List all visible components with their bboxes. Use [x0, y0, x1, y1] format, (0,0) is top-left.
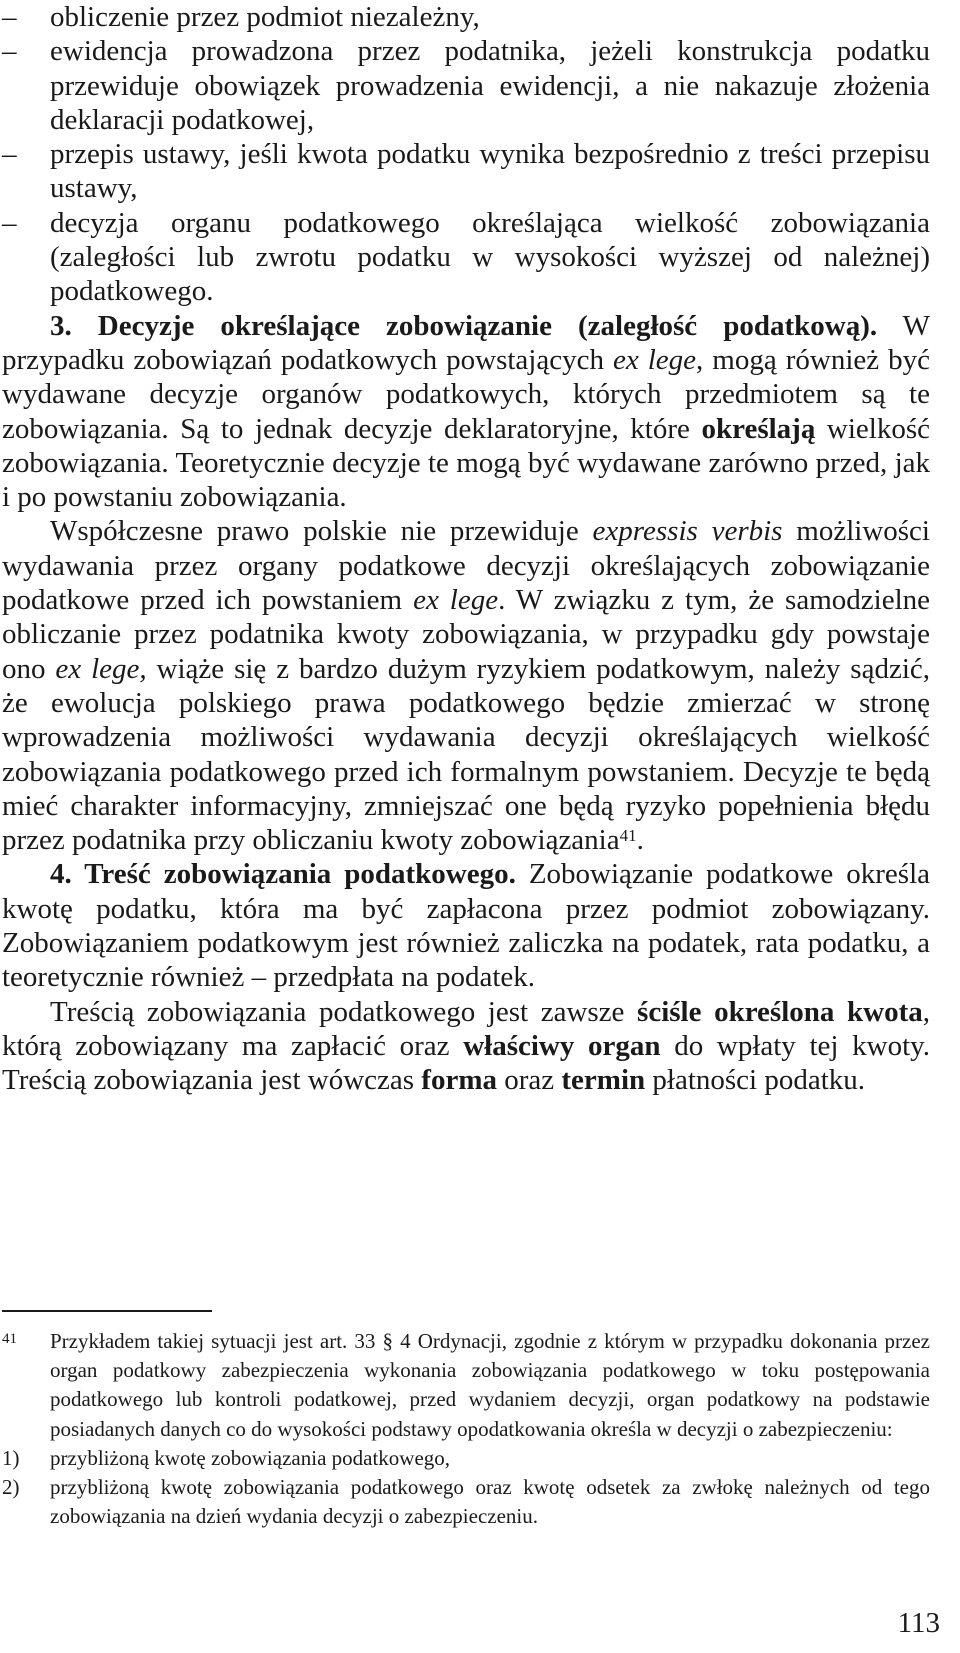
footnote-list-text: przybliżoną kwotę zobowiązania podatkowego, — [50, 1445, 451, 1470]
footnote-list-item — [2, 1473, 930, 1531]
main-text — [2, 0, 930, 1098]
footnote-list-number: 1) — [2, 1445, 20, 1470]
bold-term: termin — [561, 1064, 646, 1097]
list-item-text: przepis ustawy, jeśli kwota podatku wynika bezpośrednio z treści przepisu ustawy, — [50, 138, 930, 205]
footnote-list-number: 2) — [2, 1475, 20, 1500]
paragraph-text: oraz — [496, 1064, 562, 1097]
dash-marker: – — [2, 138, 17, 171]
footnote-list-item — [2, 1444, 930, 1473]
list-item-text: ewidencja prowadzona przez podatnika, jeżeli konstrukcja podatku przewiduje obowiązek prowadzenia ewidencji, a nie nakazuje złożenia deklaracji podatkowej, — [50, 35, 930, 136]
paragraph-text: do wpłaty tej kwoty. Treścią zobowiązania jest wówczas — [2, 1029, 930, 1097]
footnote-list — [2, 1444, 930, 1532]
dash-marker: – — [2, 206, 17, 239]
bold-term: określają — [701, 412, 816, 445]
footnote-number: 41 — [2, 1331, 17, 1347]
list-item — [2, 0, 930, 34]
paragraph-text: możliwości wydawania przez organy podatkowe decyzji określających zobowiązanie podatkowe przed ich powstaniem — [2, 515, 930, 617]
paragraph-text: wiąże się z bardzo dużym ryzykiem podatkowym, należy sądzić, że ewolucja polskiego prawa podatkowego będzie zmierzać w stronę wprowadzenia możliwości wydawania decyzji określających wielkość zobowiązania podatkowego przed ich formalnym powstaniem. Decyzje te będą mieć charakter informacyjny, zmniejszać one będą ryzyko popełnienia błędu przez podatnika przy obliczaniu kwoty zobowiązania — [2, 652, 931, 857]
list-item — [2, 206, 930, 309]
footnote-divider — [2, 1310, 212, 1312]
paragraph-text: , mogą również być wydawane decyzje organów podatkowych, których przedmiotem są te zobowiązania. Są to jednak decyzje deklaratoryjne, które — [2, 343, 931, 445]
paragraph-text: . — [636, 824, 644, 857]
section-4-paragraph — [2, 857, 930, 994]
paragraph-text: W przypadku zobowiązań podatkowych powstających — [2, 309, 930, 376]
section-3-heading: 3. Decyzje określające zobowiązanie (zaległość podatkową). — [50, 309, 878, 342]
paragraph — [2, 995, 930, 1098]
footnote — [2, 1327, 930, 1444]
italic-term: ex lege — [413, 584, 499, 617]
dash-list — [2, 0, 930, 309]
list-item — [2, 137, 930, 206]
dash-marker: – — [2, 1, 17, 33]
bold-term: właściwy organ — [463, 1029, 661, 1062]
paragraph-text: Współczesne prawo polskie nie przewiduje — [50, 515, 593, 548]
italic-term: ex lege — [612, 343, 697, 376]
paragraph-text: Zobowiązanie podatkowe określa kwotę podatku, która ma być zapłacona przez podmiot zobowiązany. Zobowiązaniem podatkowym jest również zaliczka na podatek, rata podatku, a teoretycznie również – przedpłata na podatek. — [2, 858, 930, 994]
footnote-list-text: przybliżoną kwotę zobowiązania podatkowego oraz kwotę odsetek za zwłokę należnych od tego zobowiązania na dzień wydania decyzji o zabezpieczeniu. — [50, 1475, 930, 1529]
section-3-paragraph — [2, 309, 930, 515]
footnote-reference[interactable]: 41 — [619, 826, 637, 846]
paragraph-text: . W związku z tym, że samodzielne obliczanie przez podatnika kwoty zobowiązania, w przypadku gdy powstaje ono — [2, 584, 930, 685]
list-item-text: obliczenie przez podmiot niezależny, — [50, 1, 480, 33]
bold-term: ściśle określona kwota — [637, 995, 923, 1028]
paragraph-text: wielkość zobowiązania. Teoretycznie decyzje te mogą być wydawane zarówno przed, jak i po powstaniu zobowiązania. — [2, 412, 930, 514]
section-4-heading: 4. Treść zobowiązania podatkowego. — [50, 858, 516, 891]
list-item — [2, 34, 930, 137]
dash-marker: – — [2, 35, 17, 68]
page-number: 113 — [897, 1607, 940, 1639]
italic-term: ex lege, — [55, 652, 147, 685]
bold-term: forma — [421, 1064, 497, 1097]
paragraph-text: , którą zobowiązany ma zapłacić oraz — [2, 995, 930, 1062]
footnote-text: Przykładem takiej sytuacji jest art. 33 § 4 Ordynacji, zgodnie z którym w przypadku dokonania przez organ podatkowy zabezpieczenia wykonania zobowiązania podatkowego w toku postępowania podatkowego lub kontroli podatkowej, przed wydaniem decyzji, organ podatkowy na podstawie posiadanych danych co do wysokości podstawy opodatkowania określa w decyzji o zabezpieczeniu: — [50, 1329, 930, 1441]
paragraph-text: płatności podatku. — [645, 1064, 866, 1097]
footnotes-section — [2, 1327, 930, 1531]
list-item-text: decyzja organu podatkowego określająca wielkość zobowiązania (zaległości lub zwrotu podatku w wysokości wyższej od należnej) podatkowego. — [50, 206, 930, 308]
paragraph — [2, 514, 930, 857]
italic-term: expressis verbis — [592, 515, 783, 548]
paragraph-text: Treścią zobowiązania podatkowego jest zawsze — [50, 995, 638, 1028]
